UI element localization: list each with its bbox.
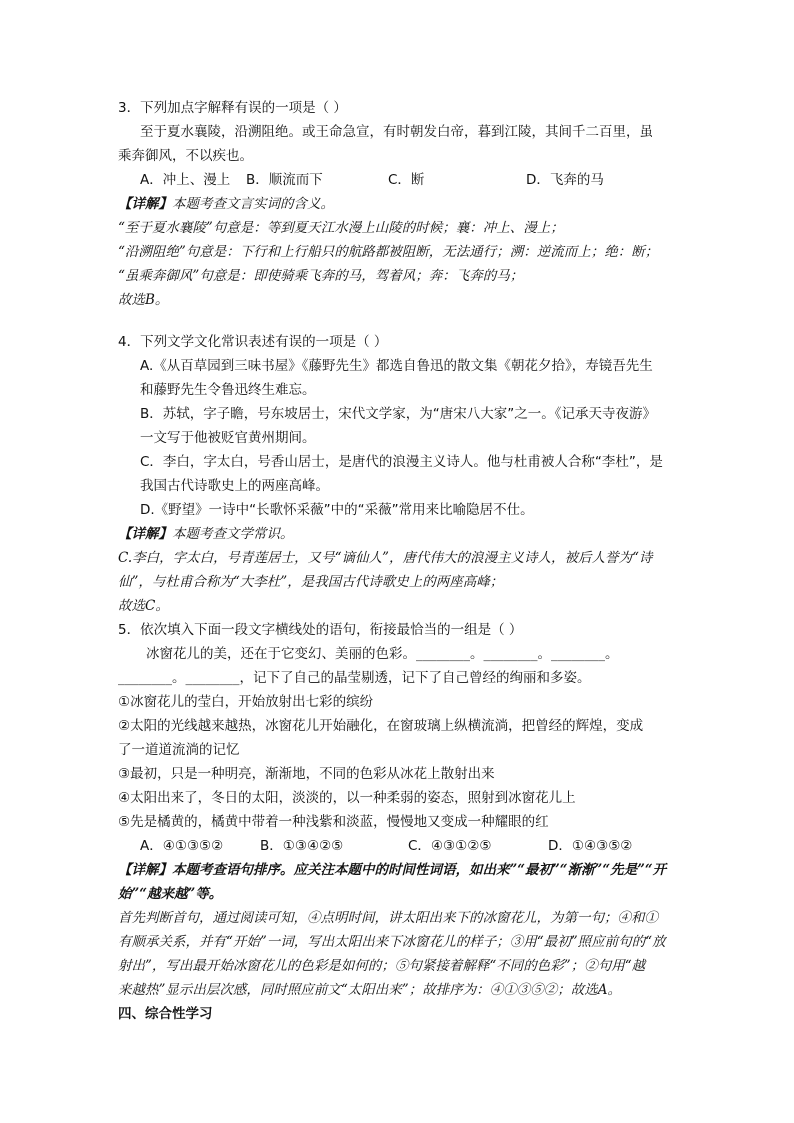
- q3-detail: [118, 192, 678, 216]
- q5-note-4: 射出”，写出最开始冰窗花儿的色彩是如何的；⑤句紧接着解释“不同的色彩”；②句用“越: [118, 958, 646, 974]
- q5-options: [118, 834, 678, 858]
- q4-option-line-1: A.《从百草园到三味书屋》《藤野先生》都选自鲁迅的散文集《朝花夕拾》，寿镜吾先生: [140, 358, 653, 374]
- q5-sentence-2: ②太阳的光线越来越热，冰窗花儿开始融化，在窗玻璃上纵横流淌，把曾经的辉煌，变成: [118, 718, 644, 734]
- q4-option-line-7: D.《野望》一诗中“长歌怀采薇”中的“采薇”常用来比喻隐居不仕。: [140, 502, 534, 518]
- q3-option-a: A．冲上、漫上: [140, 172, 231, 188]
- q4-note-1: C.李白，字太白，号青莲居士，又号“谪仙人”，唐代伟大的浪漫主义诗人，被后人誉为“诗: [118, 550, 653, 566]
- q5-note-5: 来越热”显示出层次感，同时照应前文“太阳出来”；故排序为：④①③⑤②；故选A。: [118, 982, 621, 998]
- q5-sentence-1: ①冰窗花儿的莹白，开始放射出七彩的缤纷: [118, 694, 374, 710]
- q5-note-2: 首先判断首句，通过阅读可知，④点明时间，讲太阳出来下的冰窗花儿，为第一句；④和①: [118, 910, 658, 926]
- q4-note-2: 仙”，与杜甫合称为“大李杜”，是我国古代诗歌史上的两座高峰；: [118, 574, 504, 590]
- q4-detail-label: 【详解】: [118, 526, 172, 542]
- q5-option-b: B．①③④②⑤: [260, 838, 344, 854]
- q3-note-4: 故选B。: [118, 292, 169, 308]
- q5-sentence-3: ③最初，只是一种明亮，渐渐地，不同的色彩从冰花上散射出来: [118, 766, 495, 782]
- q4-option-line-3: B．苏轼，字子瞻，号东坡居士，宋代文学家，为“唐宋八大家”之一。《记承天寺夜游》: [140, 406, 656, 422]
- q5-note-3: 有顺承关系，并有“开始”一词，写出太阳出来下冰窗花儿的样子；③用“最初”照应前句的“放: [118, 934, 666, 950]
- q5-detail-label: 【详解】: [118, 862, 172, 878]
- q4-stem: 4．下列文学文化常识表述有误的一项是（ ）: [118, 334, 388, 350]
- q5-stem: 5．依次填入下面一段文字横线处的语句，衔接最恰当的一组是（ ）: [118, 622, 523, 638]
- q3-option-d: D．飞奔的马: [526, 172, 604, 188]
- q5-sentence-4: ④太阳出来了，冬日的太阳，淡淡的，以一种柔弱的姿态，照射到冰窗花儿上: [118, 790, 576, 806]
- q5-sentence-5: ⑤先是橘黄的，橘黄中带着一种浅紫和淡蓝，慢慢地又变成一种耀眼的红: [118, 814, 549, 830]
- q4-detail: [118, 522, 678, 546]
- q3-passage-line-1: 至于夏水襄陵，沿溯阻绝。或王命急宣，有时朝发白帝，暮到江陵，其间千二百里，虽: [140, 124, 653, 140]
- q4-note-3: 故选C。: [118, 598, 169, 614]
- q3-note-2: “沿溯阻绝”句意是：下行和上行船只的航路都被阻断，无法通行；溯：逆流而上；绝：断；: [118, 244, 659, 260]
- q4-option-line-4: 一文写于他被贬官黄州期间。: [140, 430, 316, 446]
- q4-option-line-2: 和藤野先生令鲁迅终生难忘。: [140, 382, 316, 398]
- q5-option-a: A．④①③⑤②: [140, 838, 224, 854]
- q5-passage-line-1: 冰窗花儿的美，还在于它变幻、美丽的色彩。________。________。________。: [146, 646, 619, 662]
- q5-option-d: D．①④③⑤②: [548, 838, 633, 854]
- q5-sentence-2-cont: 了一道道流淌的记忆: [118, 742, 240, 758]
- q3-detail-label: 【详解】: [118, 196, 172, 212]
- q5-detail-text: 本题考查语句排序。应关注本题中的时间性词语，如出来”“最初”“渐渐”“先是”“开: [172, 862, 667, 878]
- q3-options: [118, 168, 678, 192]
- q3-note-1: “至于夏水襄陵”句意是：等到夏天江水漫上山陵的时候；襄：冲上、漫上；: [118, 220, 564, 236]
- q3-detail-intro: 本题考查文言实词的含义。: [172, 196, 334, 212]
- q5-option-c: C．④③①②⑤: [408, 838, 492, 854]
- q3-option-b: B．顺流而下: [246, 172, 323, 188]
- q5-passage-line-2: ________。________，记下了自己的晶莹剔透，记下了自己曾经的绚丽和多姿。: [118, 670, 591, 686]
- q5-detail: [118, 858, 678, 882]
- q3-stem: 3．下列加点字解释有误的一项是（ ）: [118, 100, 347, 116]
- spacer: [118, 312, 678, 330]
- q3-note-3: “虽乘奔御风”句意是：即使骑乘飞奔的马，驾着风；奔：飞奔的马；: [118, 268, 524, 284]
- q3-option-c: C．断: [388, 172, 425, 188]
- q3-passage-line-2: 乘奔御风，不以疾也。: [118, 148, 253, 164]
- q4-option-line-6: 我国古代诗歌史上的两座高峰。: [140, 478, 329, 494]
- section-heading: 四、综合性学习: [118, 1006, 213, 1022]
- q4-option-line-5: C．李白，字太白，号香山居士，是唐代的浪漫主义诗人。他与杜甫被人合称“李杜”，是: [140, 454, 663, 470]
- q5-note-1: 始”“越来越”等。: [118, 886, 223, 902]
- document-page: [118, 96, 678, 1026]
- q4-detail-intro: 本题考查文学常识。: [172, 526, 294, 542]
